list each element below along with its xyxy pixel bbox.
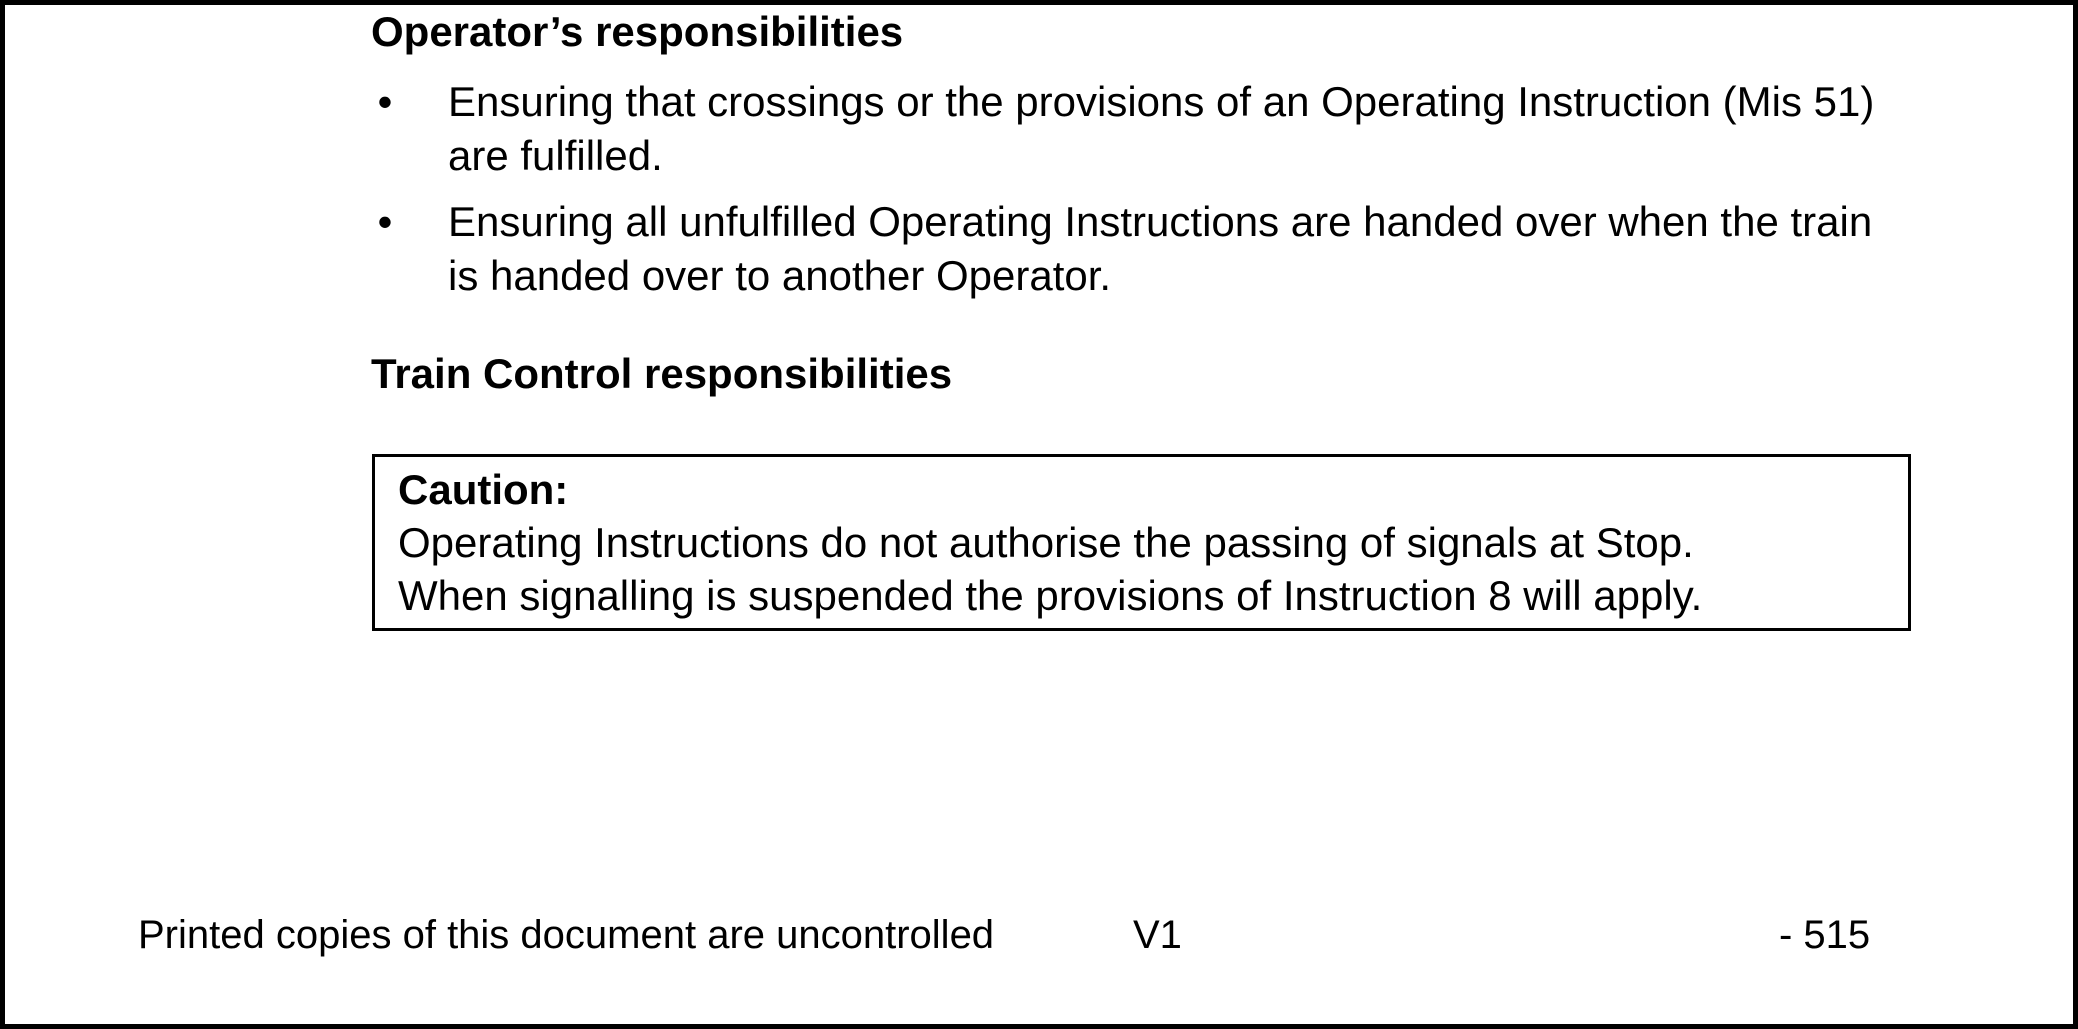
caution-title: Caution: — [398, 466, 569, 513]
train-control-responsibilities-heading: Train Control responsibilities — [371, 350, 953, 397]
caution-box — [372, 454, 1911, 631]
list-item-text: Ensuring that crossings or the provisions of an Operating Instruction (Mis 51) are fulfilled. — [448, 78, 1875, 179]
bullet-icon: • — [377, 198, 393, 245]
operator-responsibilities-heading: Operator’s responsibilities — [371, 8, 904, 55]
operator-responsibilities-list — [371, 75, 1891, 315]
list-item-text: Ensuring all unfulfilled Operating Instructions are handed over when the train is handed over to another Operator. — [448, 198, 1873, 299]
document-version: V1 — [1133, 913, 1182, 957]
page-number: - 515 — [1779, 913, 1871, 957]
caution-line: When signalling is suspended the provisions of Instruction 8 will apply. — [398, 572, 1703, 619]
uncontrolled-copy-notice: Printed copies of this document are uncontrolled — [138, 913, 995, 957]
list-item — [371, 195, 1891, 303]
caution-line: Operating Instructions do not authorise the passing of signals at Stop. — [398, 519, 1694, 566]
list-item — [371, 75, 1891, 183]
bullet-icon: • — [377, 78, 393, 125]
